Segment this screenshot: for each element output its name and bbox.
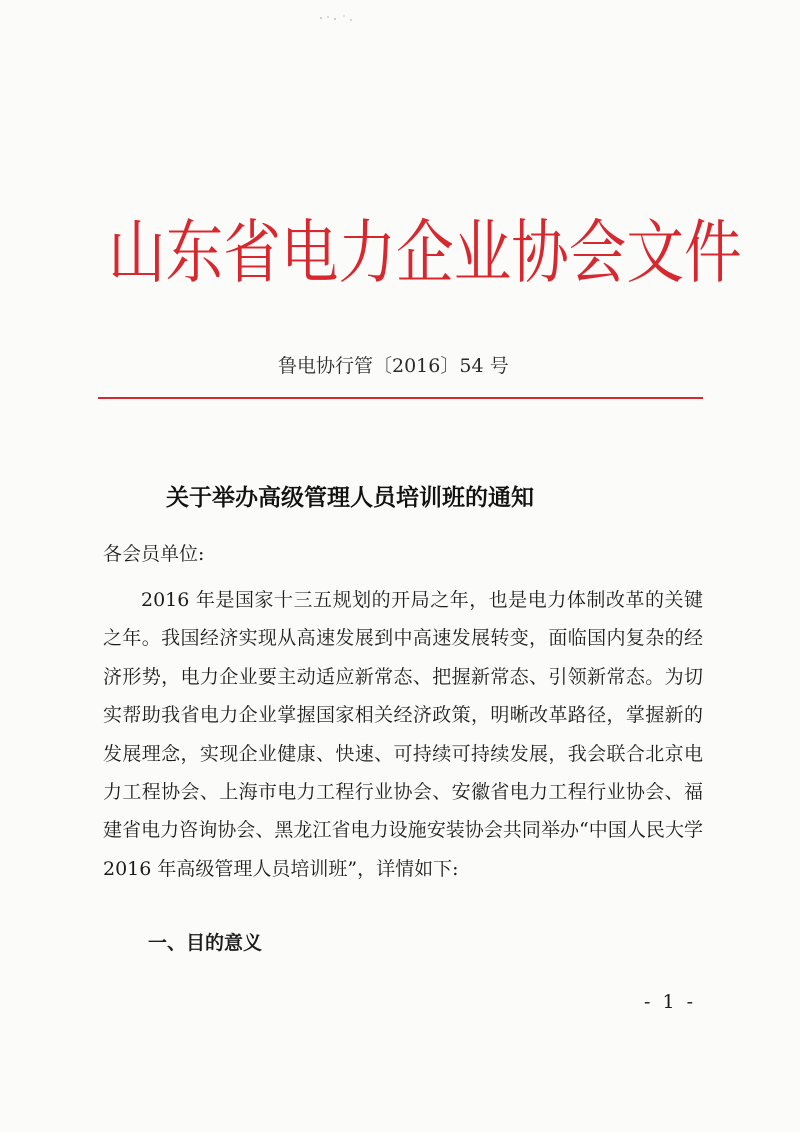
salutation: 各会员单位: [103, 543, 205, 565]
organization-header-title: 山东省电力企业协会文件 [108, 212, 742, 294]
page-number: - 1 - [644, 991, 697, 1013]
header-divider-line [98, 397, 703, 399]
scan-noise-marks [318, 10, 358, 26]
section-heading-1: 一、目的意义 [148, 932, 263, 954]
notice-title: 关于举办高级管理人员培训班的通知 [166, 484, 534, 511]
document-number: 鲁电协行管〔2016〕54 号 [278, 355, 509, 377]
body-paragraph: 2016 年是国家十三五规划的开局之年，也是电力体制改革的关键之年。我国经济实现从高速发展到中高速发展转变，面临国内复杂的经济形势，电力企业要主动适应新常态、把握新常态、引领新常态。为切实帮助我省电力企业掌握国家相关经济政策，明晰改革路径，掌握新的发展理念，实现企业健康、快速、可持续可持续发展，我会联合北京电力工程协会、上海市电力工程行业协会、安徽省电力工程行业协会、福建省电力咨询协会、黑龙江省电力设施安装协会共同举办“中国人民大学 2016 年高级管理人员培训班”，详情如下: [103, 589, 703, 880]
